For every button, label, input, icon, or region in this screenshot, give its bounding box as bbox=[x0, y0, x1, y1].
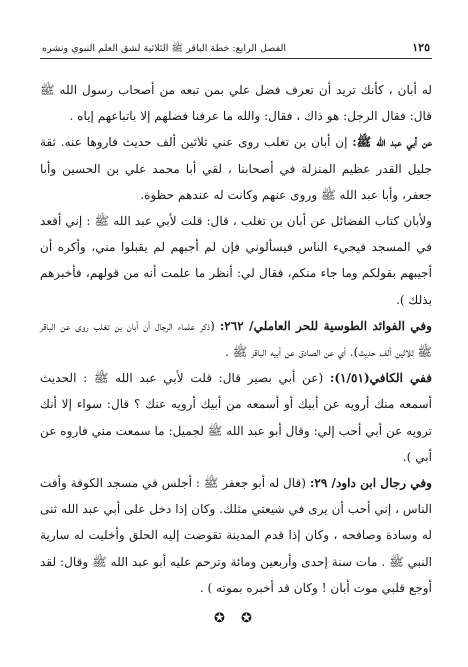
paragraph-text: إن أبان بن تغلب روى عني ثلاثين ألف حديث فاروها عنه. ثقة جليل القدر عظيم المنزلة في أصحابنا ، لقي أبا محمد علي بن الحسين وأبا جعفر، وأبا عبد الله ﷺ وروى عنهم وكانت له عندهم حظوة. bbox=[40, 135, 432, 202]
document-page bbox=[40, 28, 432, 638]
chapter-title: الفصل الرابع: خطة الباقر ﷺ الثلاثية لشق العلم النبوي ونشره bbox=[42, 42, 287, 54]
paragraph-lead: وفي رجال ابن داود/ ٢٩: bbox=[309, 476, 432, 491]
paragraph bbox=[40, 129, 432, 208]
paragraph bbox=[40, 313, 432, 365]
paragraph-lead: عن أبي عبد الله ﷺ: bbox=[352, 135, 432, 150]
paragraph bbox=[40, 77, 432, 129]
body-text bbox=[40, 77, 432, 601]
running-header bbox=[40, 28, 432, 59]
paragraph-text: له أبان ، كأنك تريد أن تعرف فضل علي بمن تبعه من أصحاب رسول الله ﷺ قال: فقال الرجل: هو ذاك ، فقال: والله ما عرفنا فضلهم إلا باتباعهم إياه . bbox=[40, 83, 432, 124]
paragraph-lead: ففي الكافي(١/٥١): bbox=[329, 371, 432, 386]
page-number: ١٢٥ bbox=[412, 40, 430, 54]
paragraph-text: (ذكر علماء الرجال أن أبان بن تغلب روى عن الباقر ﷺ ثلاثين ألف حديث). أي عن الصادق عن أبيه الباقر ﷺ . bbox=[40, 318, 432, 360]
paragraph-text: (عن أبي بصير قال: قلت لأبي عبد الله ﷺ : الحديث أسمعه منك أرويه عن أبيك أو أسمعه من أبيك أرويه عنك ؟ قال: سواء إلا أنك ترويه عن أبي أحب إلي: وقال أبو عبد الله ﷺ لجميل: ما سمعت مني فاروه عن أبي ). bbox=[40, 371, 432, 464]
paragraph-text: (قال له أبو جعفر ﷺ : أجلس في مسجد الكوفة وأفت الناس ، إني أحب أن يرى في شيعتي مثلك. وكان إذا دخل على أبي عبد الله ثنى له وسادة وصافحه ، وكان إذا قدم المدينة تقوضت إليه الحلق وأخليت له سارية النبي ﷺ . مات سنة إحدى وأربعين ومائة وترحم عليه أبو عبد الله ﷺ وقال: لقد أوجع قلبي موت أبان ! وكان قد أخبره بموته ) . bbox=[40, 476, 432, 595]
paragraph-text: ولأبان كتاب الفضائل عن أبان بن تغلب ، قال: قلت لأبي عبد الله ﷺ : إني أقعد في المسجد فيجيء الناس فيسألوني فإن لم أجبهم لم يقبلوا مني، وأكره أن أجيبهم بقولكم وما جاء منكم، فقال لي: أنظر ما علمت أنه من قولهم، فأخبرهم بذلك ). bbox=[40, 214, 432, 307]
paragraph bbox=[40, 365, 432, 470]
paragraph bbox=[40, 470, 432, 601]
paragraph bbox=[40, 208, 432, 313]
paragraph-lead: وفي الفوائد الطوسية للحر العاملي/ ٢٦٢: bbox=[219, 318, 433, 333]
end-ornament: ✪ ✪ bbox=[214, 611, 258, 627]
